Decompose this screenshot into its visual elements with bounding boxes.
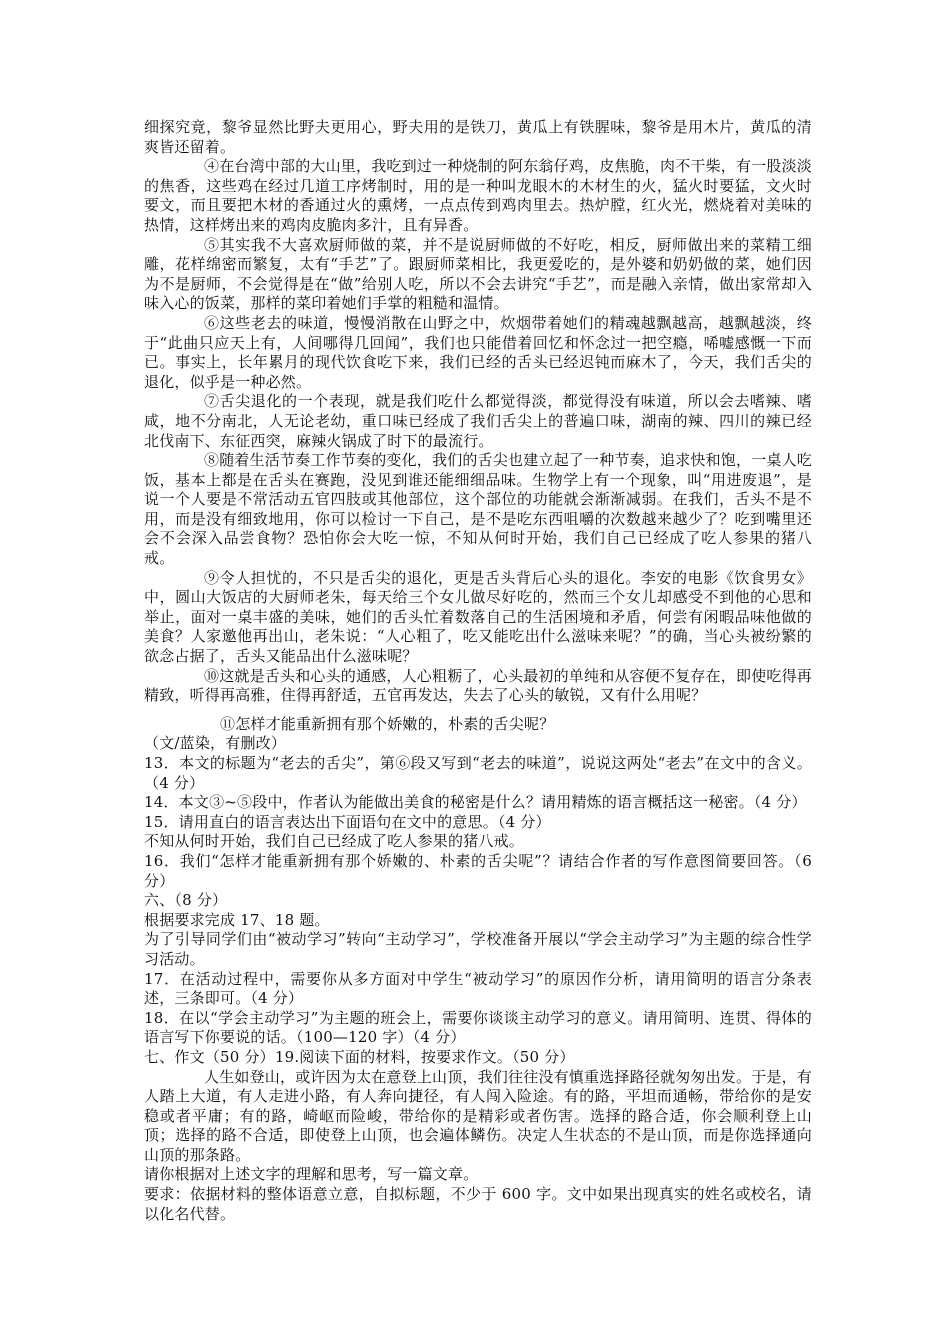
section-seven-heading: 七、作文（50 分）19.阅读下面的材料，按要求作文。（50 分）	[144, 1047, 575, 1066]
question-15-quote: 不知从何时开始，我们自己已经成了吃人参果的猪八戒。	[144, 832, 525, 851]
article-paragraph-7: ⑦舌尖退化的一个表现，就是我们吃什么都觉得淡，都觉得没有味道，所以会去嗜辣、嗜咸，地不分南北，人无论老幼，重口味已经成了我们舌尖上的普遍口味，湖南的辣、四川的辣已经北伐南下、东征西突，麻辣火锅成了时下的最流行。	[144, 392, 812, 450]
section-six-heading: 六、（8 分）	[144, 891, 228, 910]
question-13: 13．本文的标题为“老去的舌尖”，第⑥段又写到“老去的味道”，说说这两处“老去”在文中的含义。（4 分）	[144, 754, 812, 792]
essay-instruction: 请你根据对上述文字的理解和思考，写一篇文章。	[144, 1165, 479, 1184]
question-16: 16．我们“怎样才能重新拥有那个娇嫩的、朴素的舌尖呢”？请结合作者的写作意图简要回答。（6 分）	[144, 851, 812, 890]
article-paragraph-6: ⑥这些老去的味道，慢慢消散在山野之中，炊烟带着她们的精魂越飘越高，越飘越淡，终于“此曲只应天上有，人间哪得几回闻”，我们也只能借着回忆和怀念过一把空瘾，唏嘘感慨一下而已。事实上，长年累月的现代饮食吃下来，我们已经的舌头已经迟钝而麻木了，今天，我们舌尖的退化，似乎是一种必然。	[144, 313, 812, 391]
question-15: 15．请用直白的语言表达出下面语句在文中的意思。（4 分）	[144, 812, 551, 831]
article-paragraph-9: ⑨令人担忧的，不只是舌尖的退化，更是舌头背后心头的退化。李安的电影《饮食男女》中，圆山大饭店的大厨师老朱，每天给三个女儿做尽好吃的，然而三个女儿却感受不到他的心思和举止，面对一桌丰盛的美味，她们的舌头忙着数落自己的生活困境和矛盾，何尝有闲暇品味他做的美食？人家邀他再出山，老朱说：“人心粗了，吃又能吃出什么滋味来呢？”的确，当心头被纷繁的欲念占据了，舌头又能品出什么滋味呢？	[144, 568, 812, 666]
question-18: 18．在以“学会主动学习”为主题的班会上，需要你谈谈主动学习的意义。请用简明、连贯、得体的语言写下你要说的话。（100—120 字）（4 分）	[144, 1008, 812, 1047]
essay-requirement: 要求：依据材料的整体语意立意，自拟标题，不少于 600 字。文中如果出现真实的姓名或校名，请以化名代替。	[144, 1185, 812, 1223]
essay-material: 人生如登山，或许因为太在意登上山顶，我们往往没有慎重选择路径就匆匆出发。于是，有人踏上大道，有人走进小路，有人奔向捷径，有人闯入险途。有的路，平坦而通畅，带给你的是安稳或者平庸；有的路，崎岖而险峻，带给你的是精彩或者伤害。选择的路合适，你会顺利登上山顶；选择的路不合适，即使登上山顶，也会遍体鳞伤。决定人生状态的不是山顶，而是你选择通向山顶的那条路。	[144, 1067, 813, 1164]
exam-page	[144, 118, 812, 1224]
article-paragraph-5: ⑤其实我不大喜欢厨师做的菜，并不是说厨师做的不好吃，相反，厨师做出来的菜精工细雕，花样绵密而繁复，太有“手艺”了。跟厨师菜相比，我更爱吃的，是外婆和奶奶做的菜，她们因为不是厨师，不会觉得是在“做”给别人吃，所以不会去讲究“手艺”，而是融入亲情，做出家常却入味入心的饭菜，那样的菜印着她们手掌的粗糙和温情。	[144, 235, 812, 313]
article-paragraph-11: ⑪怎样才能重新拥有那个娇嫩的，朴素的舌尖呢？	[220, 714, 555, 733]
article-paragraph-continued: 细探究竟，黎爷显然比野夫更用心，野夫用的是铁刀，黄瓜上有铁腥味，黎爷是用木片，黄瓜的清爽皆还留着。	[144, 118, 812, 156]
question-17: 17．在活动过程中，需要你从多方面对中学生“被动学习”的原因作分析，请用简明的语言分条表述，三条即可。（4 分）	[144, 969, 812, 1008]
article-paragraph-10: ⑩这就是舌头和心头的通感，人心粗粝了，心头最初的单纯和从容便不复存在，即使吃得再精致，听得再高雅，住得再舒适，五官再发达，失去了心头的敏锐，又有什么用呢？	[144, 666, 813, 705]
article-source: （文/蓝染，有删改）	[144, 734, 287, 753]
article-paragraph-4: ④在台湾中部的大山里，我吃到过一种烧制的阿东翁仔鸡，皮焦脆，肉不干柴，有一股淡淡的焦香，这些鸡在经过几道工序烤制时，用的是一种叫龙眼木的木材生的火，猛火时要猛，文火时要文，而且要把木材的香通过火的熏烤，一点点传到鸡肉里去。热炉膛，红火光，燃烧着对美味的热情，这样烤出来的鸡肉皮脆肉多汁，且有异香。	[144, 157, 813, 234]
section-six-background: 为了引导同学们由“被动学习”转向“主动学习”，学校准备开展以“学会主动学习”为主题的综合性学习活动。	[144, 930, 812, 968]
question-14: 14．本文③~⑤段中，作者认为能做出美食的秘密是什么？请用精炼的语言概括这一秘密。（4 分）	[144, 793, 807, 812]
article-paragraph-8: ⑧随着生活节奏工作节奏的变化，我们的舌尖也建立起了一种节奏，追求快和饱，一桌人吃饭，基本上都是在舌头在赛跑，没见到谁还能细细品味。生物学上有一个现象，叫“用进废退”，是说一个人要是不常活动五官四肢或其他部位，这个部位的功能就会渐渐减弱。在我们，舌头不是不用，而是没有细致地用，你可以检讨一下自己，是不是吃东西咀嚼的次数越来越少了？吃到嘴里还会不会深入品尝食物？恐怕你会大吃一惊，不知从何时开始，我们自己已经成了吃人参果的猪八戒。	[144, 451, 813, 568]
section-six-instruction: 根据要求完成 17、18 题。	[144, 910, 330, 929]
